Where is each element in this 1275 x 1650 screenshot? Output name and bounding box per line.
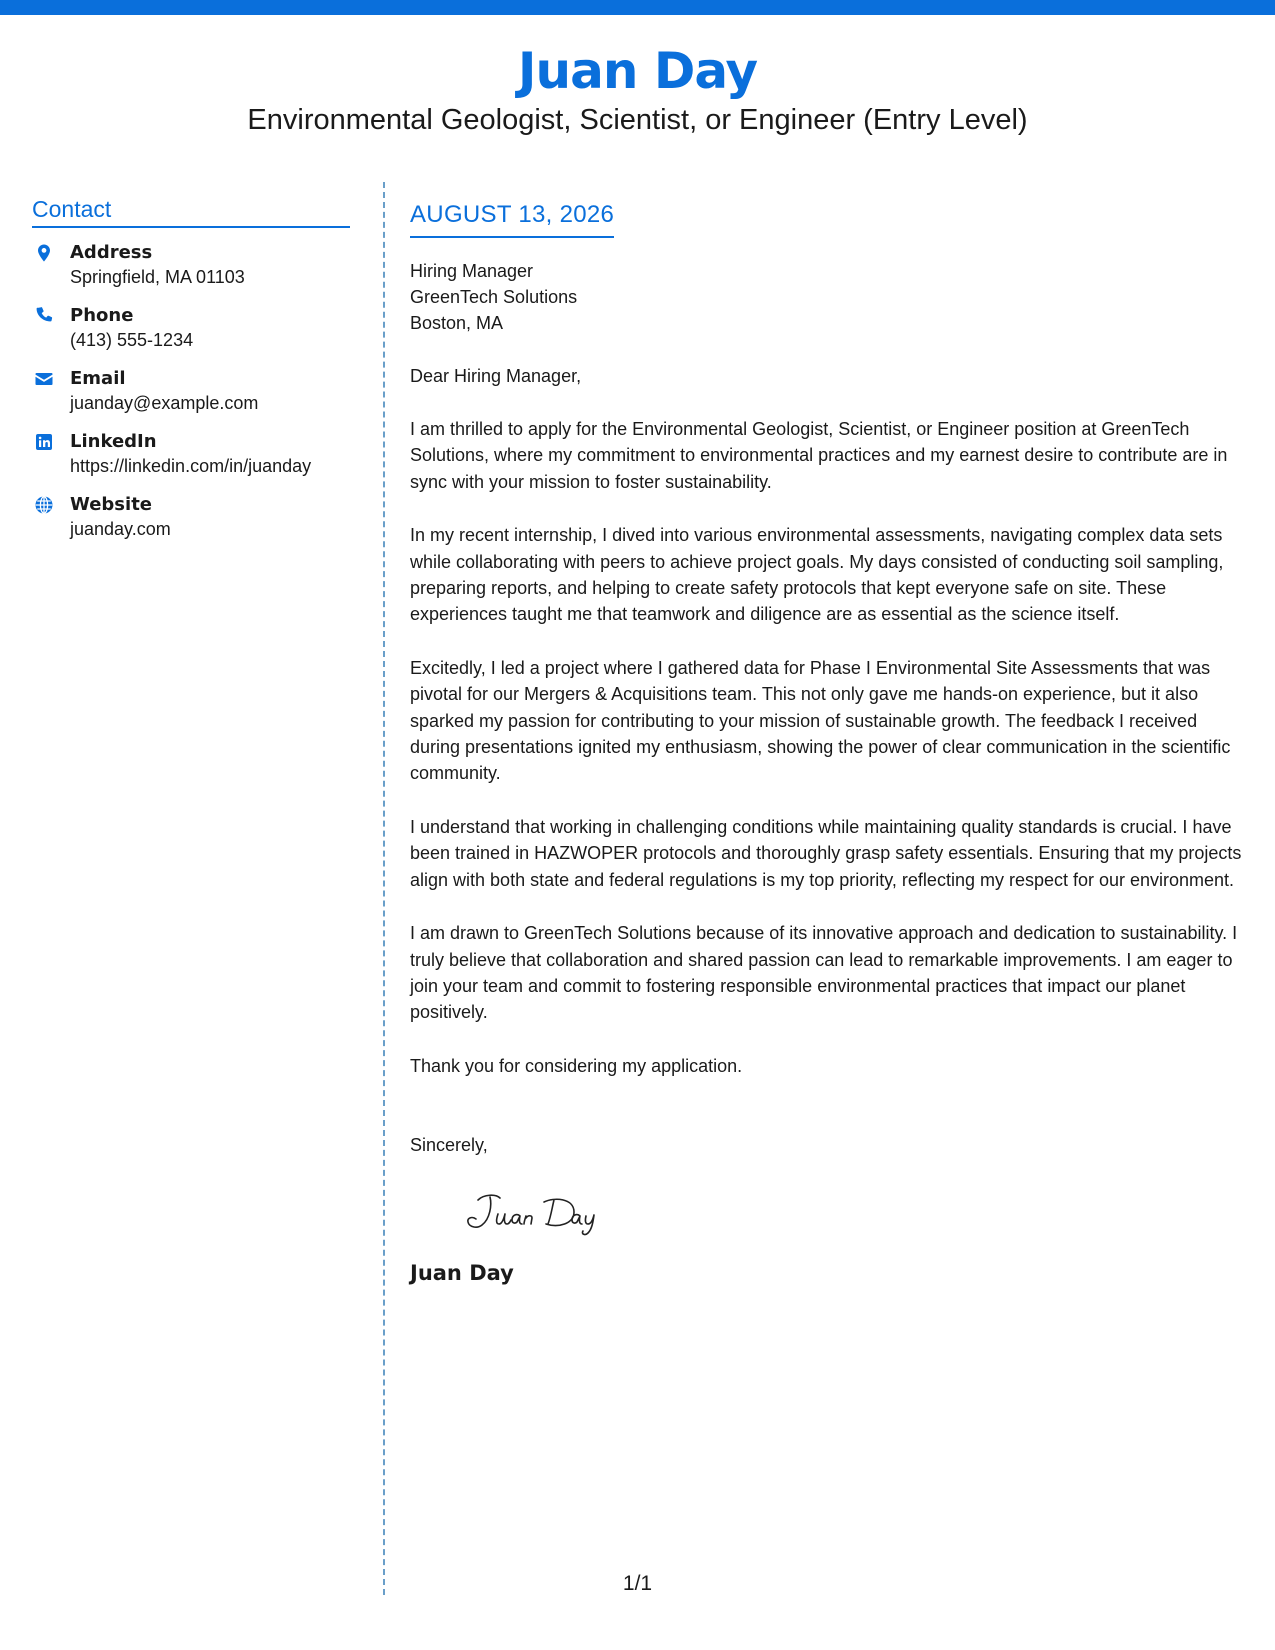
contact-item-website [32,492,350,555]
contact-item-linkedin [32,429,350,492]
contact-list [32,240,350,555]
contact-item-email [32,366,350,429]
phone-icon [34,306,54,326]
page-number: 1/1 [622,1572,653,1595]
handwritten-signature [456,1188,636,1238]
column-divider [383,182,385,1595]
paragraph: In my recent internship, I dived into various environmental assessments, navigating complex data sets while collaborating with peers to achieve project goals. My days consisted of conducting soil sampling, preparing reports, and helping to create safety protocols that kept everyone safe on site. These experiences taught me that teamwork and diligence are as essential as the science itself. [410,525,1224,625]
letter-body [410,200,1250,1286]
contact-item-phone [32,303,350,366]
contact-label: Phone [70,305,134,326]
recipient-block [410,258,1250,336]
contact-value: Springfield, MA 01103 [70,267,245,287]
contact-value: (413) 555-1234 [70,330,194,350]
paragraph: I understand that working in challenging conditions while maintaining quality standards is crucial. I have been trained in HAZWOPER protocols and thoroughly grasp safety essentials. Ensuring that my projects align with both state and federal regulations is my top priority, reflecting my respect for our environment. [410,816,1242,890]
globe-icon [34,495,54,515]
salutation: Dear Hiring Manager, [410,366,582,386]
paragraph: I am thrilled to apply for the Environmental Geologist, Scientist, or Engineer position at GreenTech Solutions, where my commitment to environmental practices and my earnest desire to contribute are in sync with your mission to foster sustainability. [410,419,1228,492]
closing: Sincerely, [410,1135,488,1156]
recipient-line: Boston, MA [410,313,504,333]
recipient-line: GreenTech Solutions [410,287,578,307]
contact-label: Address [70,242,153,263]
job-title: Environmental Geologist, Scientist, or Engineer (Entry Level) [247,104,1028,136]
paragraph: I am drawn to GreenTech Solutions because of its innovative approach and dedication to sustainability. I truly believe that collaboration and shared passion can lead to remarkable improvements. I am eager to join your team and commit to fostering responsible environmental practices that impact our planet positively. [410,923,1238,1023]
top-accent-bar [0,0,1275,15]
contact-value: juanday@example.com [70,393,259,413]
sidebar [32,195,350,555]
header [0,40,1275,138]
contact-value: juanday.com [70,519,171,539]
contact-label: Email [70,368,126,389]
paragraph: Thank you for considering my application. [410,1055,743,1076]
signer-name: Juan Day [410,1261,514,1286]
letter-date: AUGUST 13, 2026 [410,200,614,238]
contact-heading: Contact [32,195,350,228]
paragraph: Excitedly, I led a project where I gathered data for Phase I Environmental Site Assessments that was pivotal for our Mergers & Acquisitions team. This not only gave me hands-on experience, but it also sparked my passion for contributing to your mission of sustainable growth. The feedback I received during presentations ignited my enthusiasm, showing the power of clear communication in the scientific community. [410,657,1231,784]
contact-item-address [32,240,350,303]
email-icon [34,369,54,389]
contact-label: LinkedIn [70,431,157,452]
candidate-name: Juan Day [517,42,758,100]
linkedin-icon [34,432,54,452]
recipient-line: Hiring Manager [410,261,534,281]
location-pin-icon [34,243,54,263]
contact-label: Website [70,494,153,515]
contact-value: https://linkedin.com/in/juanday [70,456,312,476]
